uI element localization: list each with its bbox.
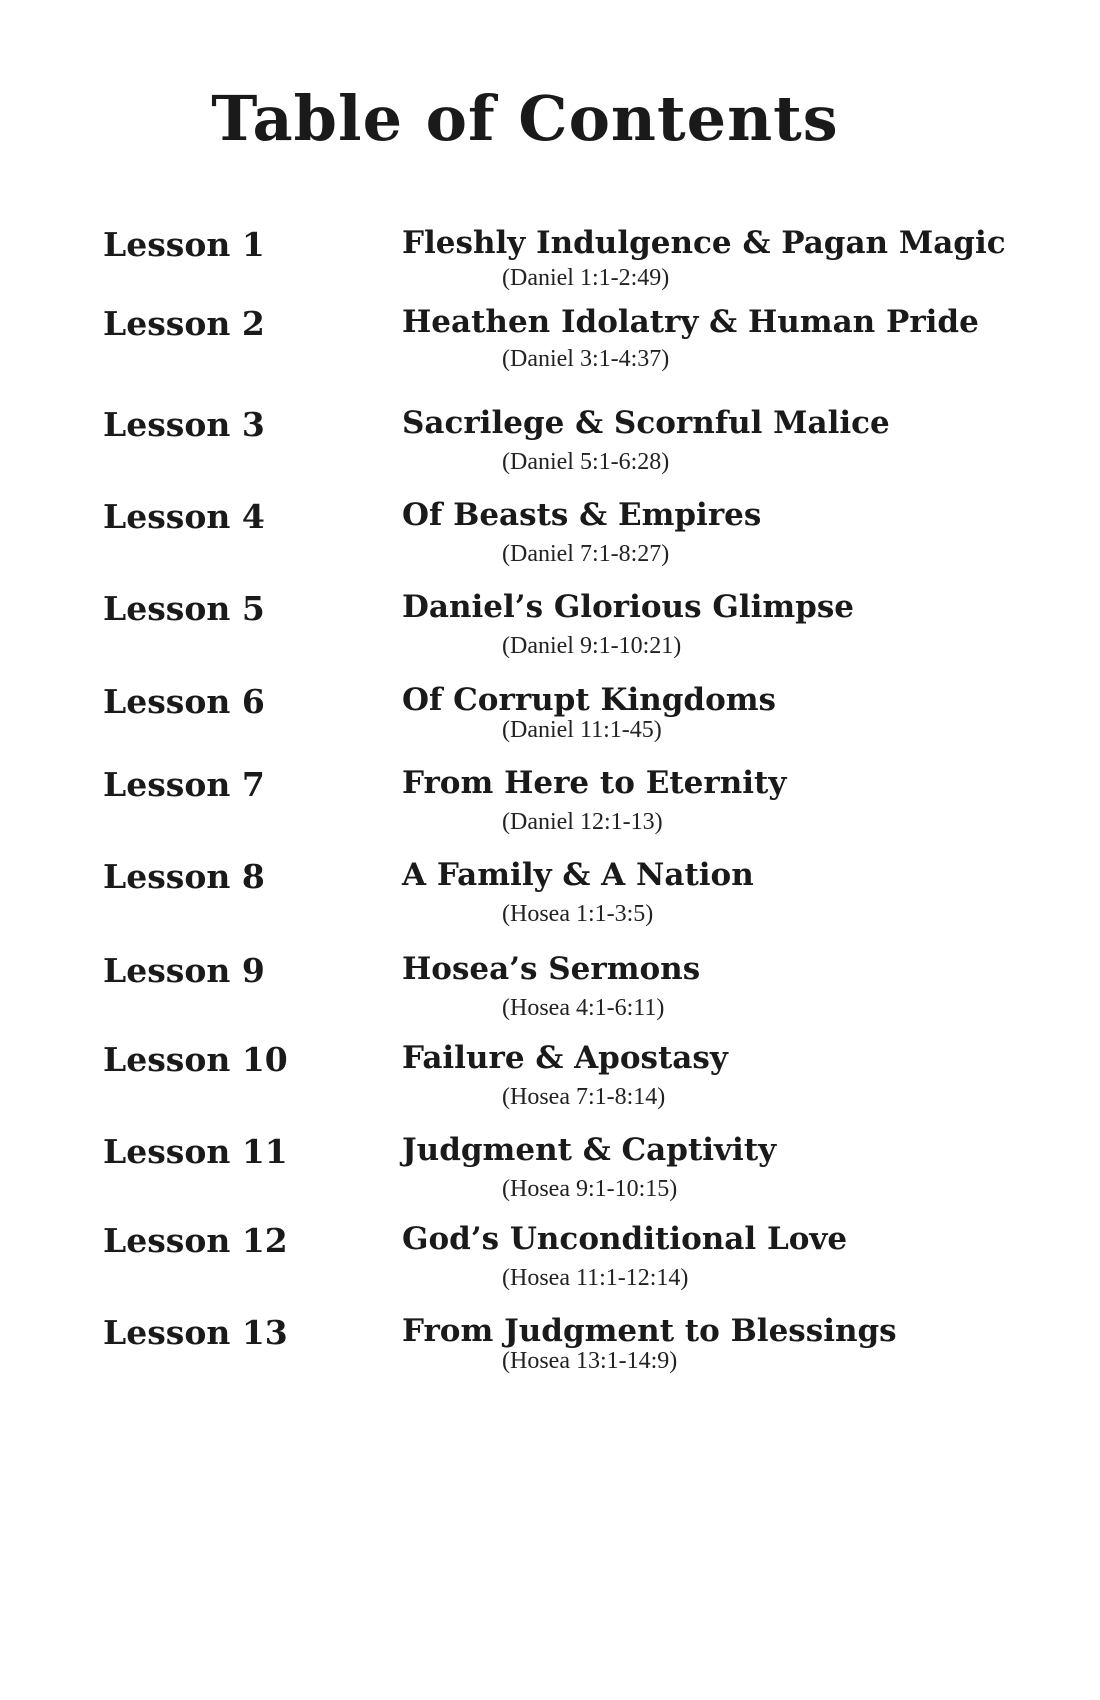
lesson-number: Lesson 6 (103, 682, 265, 721)
lesson-title: From Here to Eternity (402, 765, 787, 801)
lesson-number: Lesson 3 (103, 405, 265, 444)
lesson-title: Sacrilege & Scornful Malice (402, 405, 890, 441)
lesson-number: Lesson 9 (103, 951, 265, 990)
lesson-number: Lesson 10 (103, 1040, 288, 1079)
lesson-title: Hosea’s Sermons (402, 951, 701, 987)
lesson-number: Lesson 7 (103, 765, 265, 804)
scripture-reference: (Daniel 3:1-4:37) (502, 346, 670, 372)
lesson-number: Lesson 4 (103, 497, 265, 536)
lesson-title: God’s Unconditional Love (402, 1221, 848, 1257)
lesson-title: Fleshly Indulgence & Pagan Magic (402, 225, 1006, 261)
lesson-title: Heathen Idolatry & Human Pride (402, 304, 979, 340)
lesson-title: Failure & Apostasy (402, 1040, 728, 1076)
page-title: Table of Contents (211, 82, 839, 155)
lesson-title: A Family & A Nation (402, 857, 754, 893)
lesson-title: Judgment & Captivity (402, 1132, 777, 1168)
scripture-reference: (Daniel 9:1-10:21) (502, 633, 682, 659)
scripture-reference: (Hosea 7:1-8:14) (502, 1084, 666, 1110)
scripture-reference: (Daniel 5:1-6:28) (502, 449, 670, 475)
scripture-reference: (Daniel 11:1-45) (502, 717, 662, 743)
scripture-reference: (Hosea 13:1-14:9) (502, 1348, 678, 1374)
scripture-reference: (Daniel 1:1-2:49) (502, 265, 670, 291)
lesson-number: Lesson 13 (103, 1313, 288, 1352)
lesson-number: Lesson 1 (103, 225, 265, 264)
lesson-number: Lesson 5 (103, 589, 265, 628)
lesson-title: Of Beasts & Empires (402, 497, 762, 533)
lesson-number: Lesson 8 (103, 857, 265, 896)
scripture-reference: (Hosea 11:1-12:14) (502, 1265, 689, 1291)
lesson-title: Daniel’s Glorious Glimpse (402, 589, 854, 625)
scripture-reference: (Hosea 1:1-3:5) (502, 901, 654, 927)
lesson-title: Of Corrupt Kingdoms (402, 682, 777, 718)
lesson-number: Lesson 2 (103, 304, 265, 343)
lesson-title: From Judgment to Blessings (402, 1313, 897, 1349)
lesson-number: Lesson 12 (103, 1221, 288, 1260)
scripture-reference: (Daniel 7:1-8:27) (502, 541, 670, 567)
scripture-reference: (Daniel 12:1-13) (502, 809, 663, 835)
scripture-reference: (Hosea 4:1-6:11) (502, 995, 665, 1021)
lesson-number: Lesson 11 (103, 1132, 288, 1171)
scripture-reference: (Hosea 9:1-10:15) (502, 1176, 678, 1202)
